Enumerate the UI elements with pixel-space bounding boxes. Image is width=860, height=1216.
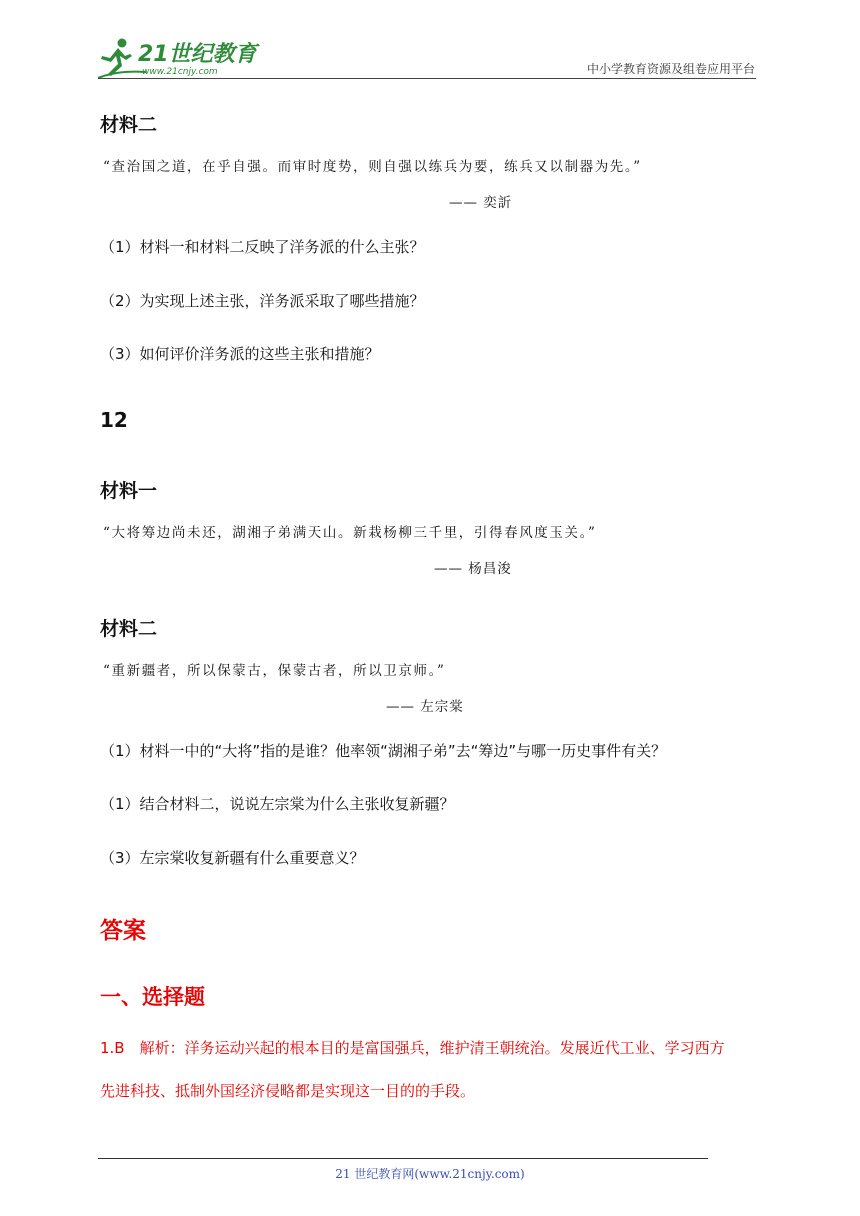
quote-attribution: —— 奕訢 bbox=[449, 195, 513, 211]
question-item: （1）结合材料二，说说左宗棠为什么主张收复新疆？ bbox=[100, 795, 455, 813]
svg-text:21世纪教育: 21世纪教育 bbox=[138, 42, 257, 67]
answers-title: 答案 bbox=[100, 918, 146, 944]
material-heading: 材料二 bbox=[100, 618, 158, 640]
svg-text:www.21cnjy.com: www.21cnjy.com bbox=[142, 67, 218, 77]
question-item: （2）为实现上述主张，洋务派采取了哪些措施？ bbox=[100, 292, 425, 310]
question-item: （1）材料一和材料二反映了洋务派的什么主张？ bbox=[100, 238, 425, 256]
question-item: （1）材料一中的“大将”指的是谁？他率领“湖湘子弟”去“筹边”与哪一历史事件有关？ bbox=[100, 742, 667, 760]
material-quote: “查治国之道，在乎自强。而审时度势，则自强以练兵为要，练兵又以制器为先。” bbox=[103, 159, 642, 175]
material-quote: “重新疆者，所以保蒙古，保蒙古者，所以卫京师。” bbox=[103, 663, 446, 679]
footer-divider bbox=[98, 1158, 708, 1159]
header-tagline: 中小学教育资源及组卷应用平台 bbox=[586, 62, 755, 76]
question-number: 12 bbox=[100, 408, 128, 432]
answers-section-title: 一、选择题 bbox=[100, 985, 205, 1009]
site-logo bbox=[98, 34, 268, 80]
answer-text: 1.B 解析：洋务运动兴起的根本目的是富国强兵，维护清王朝统治。发展近代工业、学习西方 bbox=[100, 1039, 725, 1057]
header-divider bbox=[98, 78, 756, 79]
question-item: （3）左宗棠收复新疆有什么重要意义？ bbox=[100, 849, 365, 867]
answer-text: 先进科技、抵制外国经济侵略都是实现这一目的的手段。 bbox=[100, 1082, 476, 1100]
quote-attribution: —— 杨昌浚 bbox=[434, 561, 512, 577]
question-item: （3）如何评价洋务派的这些主张和措施？ bbox=[100, 345, 380, 363]
material-quote: “大将筹边尚未还，湖湘子弟满天山。新栽杨柳三千里，引得春风度玉关。” bbox=[103, 525, 597, 541]
footer-link[interactable]: 21 世纪教育网(www.21cnjy.com) bbox=[335, 1167, 525, 1181]
material-heading: 材料二 bbox=[100, 114, 158, 136]
material-heading: 材料一 bbox=[100, 480, 158, 502]
quote-attribution: —— 左宗棠 bbox=[386, 699, 464, 715]
